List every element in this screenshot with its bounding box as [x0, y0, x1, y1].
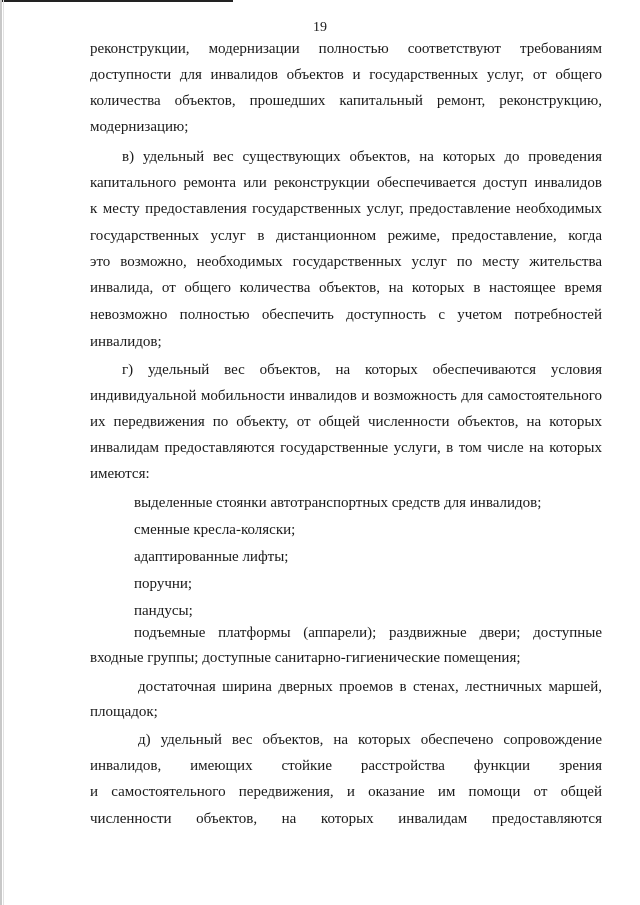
text-line: государственных услуг в дистанционном режиме, предоставление, когда — [90, 228, 602, 244]
text-line: г) удельный вес объектов, на которых обеспечиваются условия — [122, 362, 602, 378]
scan-edge-top — [0, 0, 233, 2]
list-item: сменные кресла-коляски; — [134, 522, 296, 538]
text-line: подъемные платформы (аппарели); раздвижные двери; доступные — [134, 625, 602, 641]
text-line: количества объектов, прошедших капитальный ремонт, реконструкцию, — [90, 93, 602, 109]
text-line: модернизацию; — [90, 119, 189, 135]
text-line: численности объектов, на которых инвалидам предоставляются — [90, 811, 602, 827]
page-number: 19 — [313, 20, 327, 35]
text-line: их передвижения по объекту, от общей численности объектов, на которых — [90, 414, 602, 430]
list-item: пандусы; — [134, 603, 193, 619]
text-line: инвалида, от общего количества объектов, на которых в настоящее время — [90, 280, 602, 296]
scan-edge-left — [0, 0, 2, 905]
list-item: выделенные стоянки автотранспортных средств для инвалидов; — [134, 495, 542, 511]
text-line: в) удельный вес существующих объектов, на которых до проведения — [122, 149, 602, 165]
text-line: достаточная ширина дверных проемов в стенах, лестничных маршей, — [138, 679, 602, 695]
text-line: инвалидов, имеющих стойкие расстройства функции зрения — [90, 758, 602, 774]
text-line: инвалидов; — [90, 334, 162, 350]
text-line: д) удельный вес объектов, на которых обеспечено сопровождение — [138, 732, 602, 748]
text-line: невозможно полностью обеспечить доступность с учетом потребностей — [90, 307, 602, 323]
text-line: это возможно, необходимых государственных услуг по месту жительства — [90, 254, 602, 270]
text-line: капитального ремонта или реконструкции обеспечивается доступ инвалидов — [90, 175, 602, 191]
text-line: площадок; — [90, 704, 158, 720]
list-item: поручни; — [134, 576, 193, 592]
text-line: входные группы; доступные санитарно-гигиенические помещения; — [90, 650, 521, 666]
scan-edge-left-shadow — [3, 0, 4, 905]
text-line: к месту предоставления государственных услуг, предоставление необходимых — [90, 201, 602, 217]
text-line: инвалидам предоставляются государственные услуги, в том числе на которых — [90, 440, 602, 456]
text-line: имеются: — [90, 466, 150, 482]
text-line: реконструкции, модернизации полностью соответствуют требованиям — [90, 41, 602, 57]
text-line: доступности для инвалидов объектов и государственных услуг, от общего — [90, 67, 602, 83]
list-item: адаптированные лифты; — [134, 549, 289, 565]
text-line: и самостоятельного передвижения, и оказание им помощи от общей — [90, 784, 602, 800]
text-line: индивидуальной мобильности инвалидов и возможность для самостоятельного — [90, 388, 602, 404]
